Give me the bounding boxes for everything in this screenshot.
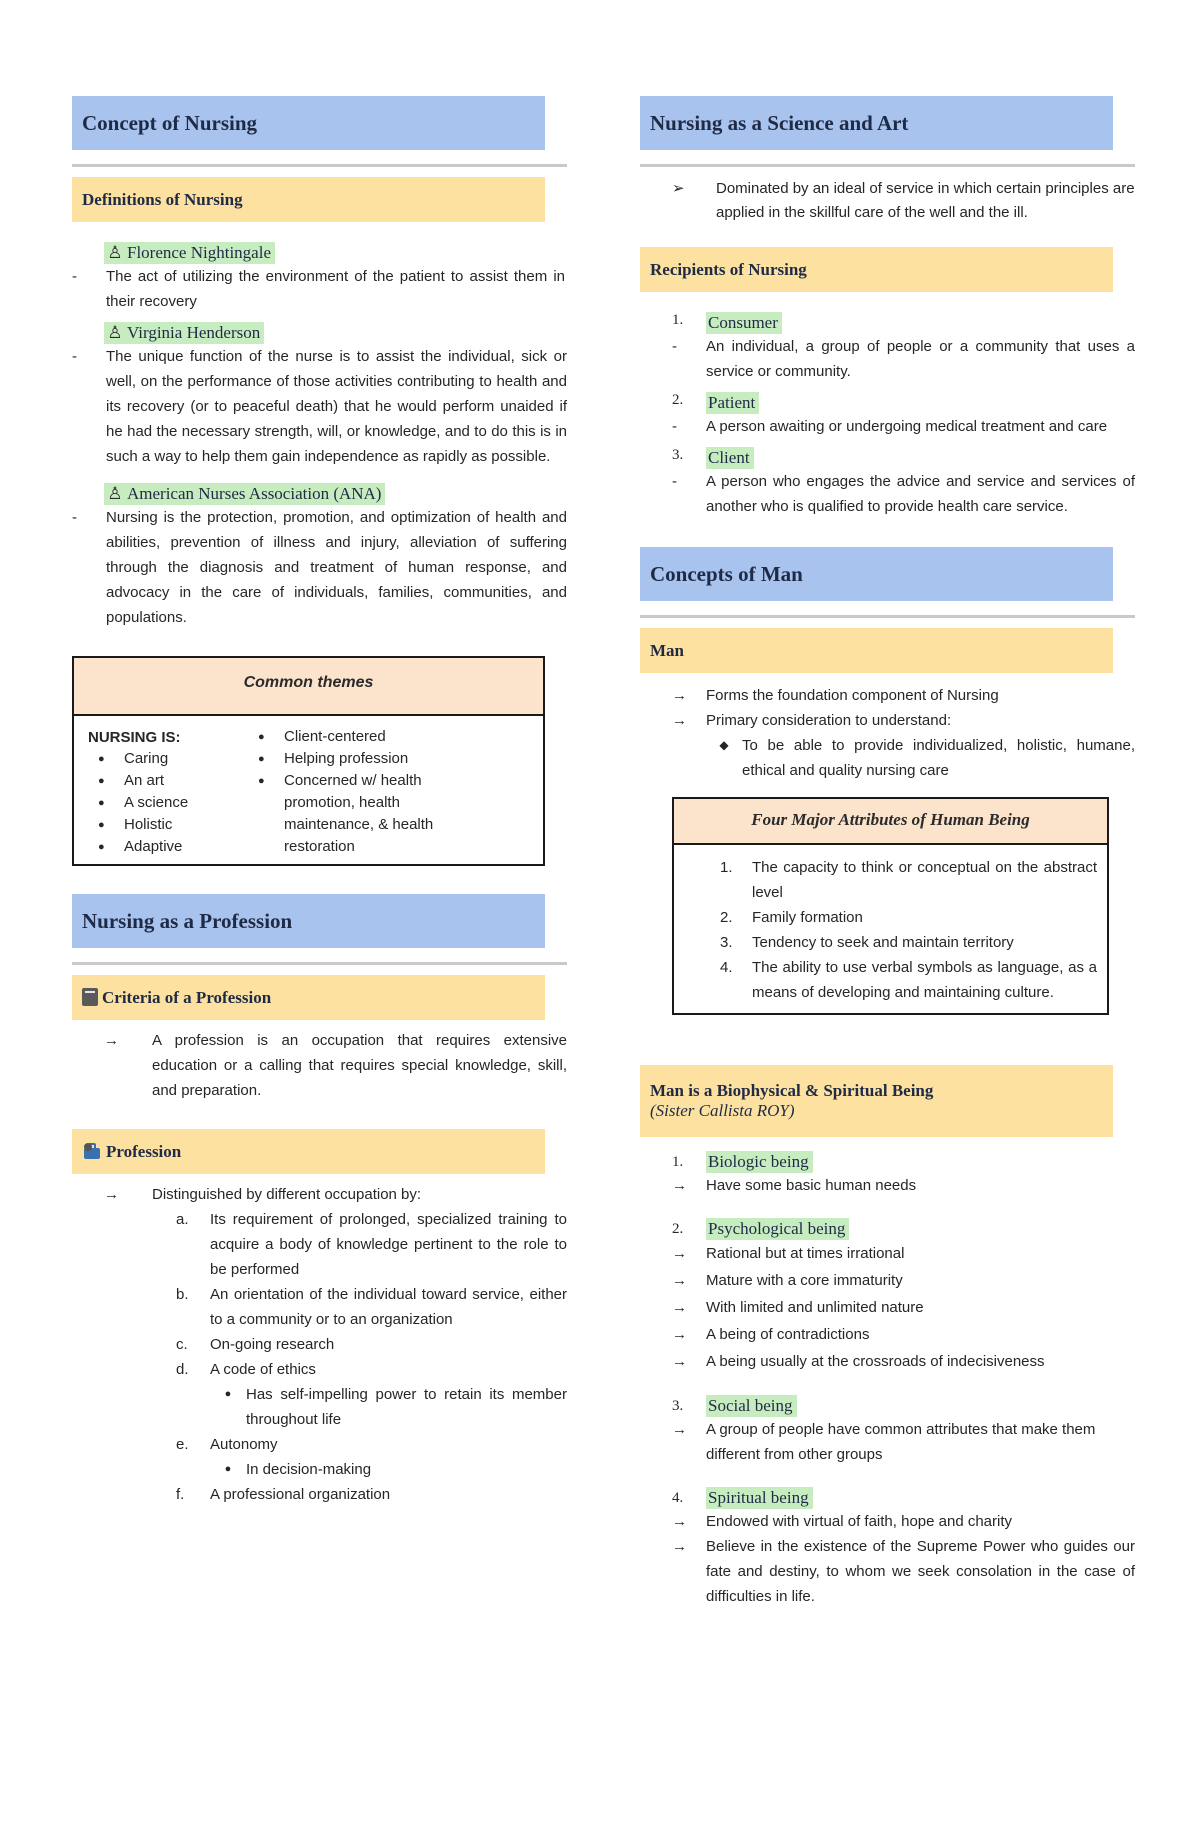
letter-marker: e. [176, 1436, 189, 1453]
recipient-heading-row [672, 447, 1135, 469]
being-point-text: Have some basic human needs [706, 1177, 917, 1194]
dash-marker: - [672, 473, 677, 490]
profession-item [176, 1432, 567, 1457]
dash-marker: - [72, 509, 77, 526]
recipient-text-row [672, 334, 1135, 384]
being-point [672, 1348, 1135, 1375]
subsection-title: Recipients of Nursing [640, 247, 1113, 292]
box-heading: Common themes [74, 658, 543, 716]
being-heading-row [672, 1487, 1135, 1509]
subsection-title: Definitions of Nursing [72, 177, 545, 222]
attribute-item [720, 930, 1097, 955]
number-marker: 1. [672, 312, 684, 328]
recipient-text-row [672, 414, 1135, 439]
man-point-text: Forms the foundation component of Nursing [706, 687, 999, 704]
section-divider [640, 164, 1135, 167]
being-point [672, 1294, 1135, 1321]
box-heading: Four Major Attributes of Human Being [674, 799, 1107, 845]
profession-intro: Distinguished by different occupation by: [152, 1186, 422, 1203]
themes-body [74, 716, 543, 864]
section-divider [72, 164, 567, 167]
number-marker: 2. [672, 1221, 684, 1237]
science-row [640, 177, 1135, 225]
being-heading-row [672, 1395, 1135, 1417]
being-name: Psychological being [706, 1218, 849, 1240]
being-point [672, 1173, 1135, 1198]
dash-marker: - [72, 268, 77, 285]
theme-item: ● Client-centered [248, 726, 458, 748]
definition-item [72, 242, 567, 264]
section-title: Concepts of Man [640, 547, 1113, 601]
left-column [72, 96, 567, 1507]
profession-item-text: On-going research [210, 1336, 335, 1353]
name-highlight [104, 242, 275, 264]
number-marker: 3. [672, 1398, 684, 1414]
attribute-text: The capacity to think or conceptual on the abstract level [752, 859, 1097, 901]
bio-author: (Sister Callista ROY) [650, 1101, 795, 1120]
theme-item: ● Concerned w/ health promotion, health maintenance, & health restoration [248, 770, 458, 858]
being-point [672, 1509, 1135, 1534]
beings-list [640, 1151, 1135, 1609]
recipient-text: An individual, a group of people or a community that uses a service or community. [706, 338, 1135, 380]
being-point [672, 1417, 1135, 1467]
being-heading-row [672, 1218, 1135, 1240]
criteria-row [72, 1028, 567, 1103]
bullet-marker: ● [224, 1463, 232, 1475]
being-item [672, 1218, 1135, 1375]
themes-list [88, 748, 248, 858]
section-title: Nursing as a Science and Art [640, 96, 1113, 150]
pointer-marker: ➢ [672, 180, 685, 197]
attributes-list [674, 845, 1107, 1013]
man-subpoint [672, 733, 1135, 783]
profession-item [176, 1282, 567, 1332]
criteria-text: A profession is an occupation that requires extensive education or a calling that requires special knowledge, skill, and preparation. [152, 1032, 567, 1099]
recipient-heading-row [672, 392, 1135, 414]
letter-marker: f. [176, 1486, 185, 1503]
being-point-text: A group of people have common attributes that make them different from other groups [706, 1421, 1096, 1463]
profession-title: Profession [106, 1142, 182, 1161]
recipient-name: Consumer [706, 312, 782, 334]
number-marker: 3. [672, 447, 684, 463]
profession-item [176, 1482, 567, 1507]
definition-text-row [72, 505, 567, 630]
person-icon: ♙ [107, 243, 123, 262]
right-column [640, 96, 1135, 1609]
theme-item: ● Caring [88, 748, 248, 770]
being-point-text: A being usually at the crossroads of indecisiveness [706, 1353, 1045, 1370]
dash-marker: - [72, 348, 77, 365]
recipient-text: A person who engages the advice and service and services of another who is qualified to provide health care service. [706, 473, 1135, 515]
profession-item-text: Its requirement of prolonged, specialized training to acquire a body of knowledge pertinent to the role to be performed [210, 1211, 567, 1278]
arrow-marker: → [672, 1299, 687, 1316]
arrow-marker: → [672, 1177, 687, 1194]
definition-name: Virginia Henderson [127, 323, 261, 342]
being-item [672, 1395, 1135, 1467]
recipient-text-row [672, 469, 1135, 519]
briefcase-icon [82, 1141, 102, 1161]
section-divider [640, 615, 1135, 618]
number-marker: 4. [720, 959, 733, 976]
profession-item [176, 1207, 567, 1282]
being-point-text: A being of contradictions [706, 1326, 870, 1343]
arrow-marker: → [672, 687, 687, 704]
theme-item: ● Adaptive [88, 836, 248, 858]
arrow-marker: → [672, 1353, 687, 1370]
profession-subitem-text: In decision-making [246, 1461, 372, 1478]
number-marker: 4. [672, 1490, 684, 1506]
arrow-marker: → [104, 1186, 119, 1203]
being-point-text: With limited and unlimited nature [706, 1299, 924, 1316]
criteria-title: Criteria of a Profession [102, 987, 272, 1007]
profession-subitem-text: Has self-impelling power to retain its member throughout life [246, 1386, 567, 1428]
profession-item [176, 1332, 567, 1357]
subsection-title [72, 1129, 545, 1174]
recipient-item [672, 392, 1135, 439]
being-point [672, 1534, 1135, 1609]
letter-marker: c. [176, 1336, 188, 1353]
definition-text: The unique function of the nurse is to assist the individual, sick or well, on the performance of those activities contributing to health and its recovery (or to peaceful death) that he would perform unaided if he had the necessary strength, will, or knowledge, and to do this is in such a way to help them gain independence as rapidly as possible. [106, 348, 567, 465]
recipient-name: Client [706, 447, 754, 469]
profession-subitem [176, 1382, 567, 1432]
theme-item: ● An art [88, 770, 248, 792]
name-highlight [104, 322, 264, 344]
bullet-marker: ● [224, 1388, 232, 1400]
recipient-text: A person awaiting or undergoing medical treatment and care [706, 418, 1108, 435]
dash-marker: - [672, 418, 677, 435]
profession-subitem [176, 1457, 567, 1482]
attribute-text: Family formation [752, 909, 863, 926]
recipient-name: Patient [706, 392, 759, 414]
science-text: Dominated by an ideal of service in which certain principles are applied in the skillful care of the well and the ill. [716, 180, 1135, 221]
arrow-marker: → [672, 1421, 687, 1438]
letter-marker: a. [176, 1211, 189, 1228]
recipient-heading-row [672, 312, 1135, 334]
arrow-marker: → [104, 1032, 119, 1049]
theme-item: ● Holistic [88, 814, 248, 836]
profession-item-text: A code of ethics [210, 1361, 316, 1378]
definition-item [72, 322, 567, 344]
recipients-list [640, 312, 1135, 519]
diamond-marker: ◆ [719, 738, 729, 752]
themes-label: NURSING IS: [88, 729, 181, 746]
being-point-text: Mature with a core immaturity [706, 1272, 903, 1289]
section-divider [72, 962, 567, 965]
definition-item [72, 483, 567, 505]
being-item [672, 1151, 1135, 1198]
attribute-text: The ability to use verbal symbols as language, as a means of developing and maintaining culture. [752, 959, 1097, 1001]
number-marker: 1. [720, 859, 733, 876]
theme-item: ● Helping profession [248, 748, 458, 770]
profession-item-text: Autonomy [210, 1436, 278, 1453]
arrow-marker: → [672, 1538, 687, 1555]
subsection-title: Man [640, 628, 1113, 673]
number-marker: 3. [720, 934, 733, 951]
attribute-item [720, 905, 1097, 930]
being-item [672, 1487, 1135, 1609]
arrow-marker: → [672, 1513, 687, 1530]
man-point [672, 683, 1135, 708]
profession-intro-row [72, 1182, 567, 1207]
being-name: Spiritual being [706, 1487, 813, 1509]
man-points [640, 683, 1135, 783]
name-highlight [104, 483, 385, 505]
recipient-item [672, 447, 1135, 519]
number-marker: 2. [672, 392, 684, 408]
profession-list [72, 1207, 567, 1507]
common-themes-box [72, 656, 545, 866]
man-point [672, 708, 1135, 733]
being-name: Biologic being [706, 1151, 813, 1173]
theme-item: ● A science [88, 792, 248, 814]
being-point-text: Endowed with virtual of faith, hope and charity [706, 1513, 1013, 1530]
being-point-text: Rational but at times irrational [706, 1245, 905, 1262]
being-point [672, 1240, 1135, 1267]
being-heading-row [672, 1151, 1135, 1173]
number-marker: 2. [720, 909, 733, 926]
definition-name: Florence Nightingale [127, 243, 271, 262]
section-title: Concept of Nursing [72, 96, 545, 150]
section-title: Nursing as a Profession [72, 894, 545, 948]
arrow-marker: → [672, 1326, 687, 1343]
subsection-title [640, 1065, 1113, 1137]
subsection-title [72, 975, 545, 1020]
being-point [672, 1321, 1135, 1348]
definition-text-row [72, 344, 567, 469]
being-name: Social being [706, 1395, 797, 1417]
man-point-text: Primary consideration to understand: [706, 712, 952, 729]
number-marker: 1. [672, 1154, 684, 1170]
profession-item [176, 1357, 567, 1382]
being-point-text: Believe in the existence of the Supreme Power who guides our fate and destiny, to whom we seek consolation in the case of difficulties in life. [706, 1538, 1135, 1605]
definition-text: Nursing is the protection, promotion, and optimization of health and abilities, prevention of illness and injury, alleviation of suffering through the diagnosis and treatment of human response, and advocacy in the care of individuals, families, communities, and populations. [106, 509, 567, 626]
attribute-text: Tendency to seek and maintain territory [752, 934, 1014, 951]
arrow-marker: → [672, 1272, 687, 1289]
being-point [672, 1267, 1135, 1294]
person-icon: ♙ [107, 323, 123, 342]
recipient-item [672, 312, 1135, 384]
man-subpoint-text: To be able to provide individualized, holistic, humane, ethical and quality nursing care [742, 737, 1135, 779]
bio-title: Man is a Biophysical & Spiritual Being [650, 1081, 934, 1100]
book-icon [82, 988, 98, 1006]
attribute-item [720, 955, 1097, 1005]
dash-marker: - [672, 338, 677, 355]
themes-list [248, 726, 458, 858]
arrow-marker: → [672, 1245, 687, 1262]
attribute-item [720, 855, 1097, 905]
profession-item-text: An orientation of the individual toward service, either to a community or to an organization [210, 1286, 567, 1328]
profession-item-text: A professional organization [210, 1486, 391, 1503]
definition-text-row [72, 264, 567, 314]
letter-marker: b. [176, 1286, 189, 1303]
definition-name: American Nurses Association (ANA) [127, 484, 382, 503]
arrow-marker: → [672, 712, 687, 729]
person-icon: ♙ [107, 484, 123, 503]
letter-marker: d. [176, 1361, 189, 1378]
attributes-box [672, 797, 1109, 1015]
definition-text: The act of utilizing the environment of the patient to assist them in their recovery [106, 268, 565, 310]
